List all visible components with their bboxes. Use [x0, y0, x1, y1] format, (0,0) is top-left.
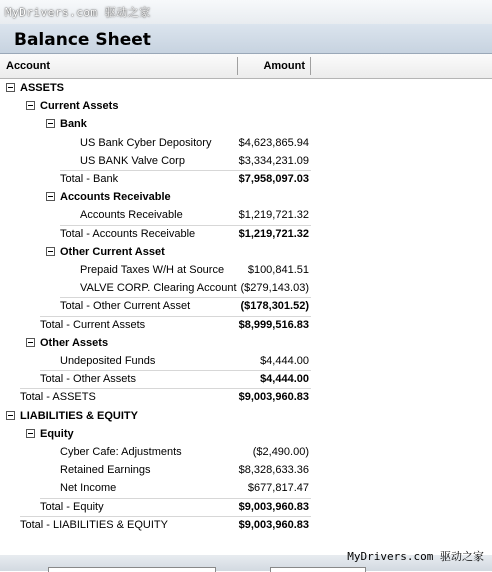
account-row: [0, 352, 492, 370]
section-header-row[interactable]: [0, 115, 492, 133]
total-row: [0, 516, 492, 534]
row-label: Total - Equity: [40, 500, 104, 513]
row-label: Retained Earnings: [60, 464, 151, 477]
bottom-control-right[interactable]: [270, 567, 366, 572]
title-bar: [0, 24, 492, 54]
top-bar: [0, 0, 492, 24]
row-label: Cyber Cafe: Adjustments: [60, 446, 182, 458]
row-label: Other Current Asset: [60, 245, 165, 258]
total-row: [0, 316, 492, 334]
collapse-toggle-icon[interactable]: [26, 338, 35, 347]
balance-sheet-report: [0, 79, 492, 549]
row-label: Total - LIABILITIES & EQUITY: [20, 518, 168, 531]
row-amount: $4,444.00: [260, 355, 309, 367]
row-label: Undeposited Funds: [60, 355, 156, 367]
total-divider: [60, 170, 311, 171]
row-label: Net Income: [60, 482, 117, 495]
row-amount: $8,999,516.83: [238, 318, 309, 331]
row-amount: $1,219,721.32: [238, 209, 309, 222]
row-amount: $9,003,960.83: [238, 391, 309, 404]
row-label: Total - Current Assets: [40, 318, 146, 331]
section-header-row[interactable]: [0, 407, 492, 425]
column-separator[interactable]: [310, 57, 311, 75]
column-separator[interactable]: [237, 57, 238, 75]
total-row: [0, 297, 492, 315]
collapse-toggle-icon[interactable]: [6, 411, 15, 420]
account-row: [0, 279, 492, 297]
row-label: Other Assets: [40, 336, 109, 349]
row-label: Total - Bank: [60, 173, 119, 185]
row-amount: $9,003,960.83: [238, 518, 309, 531]
total-divider: [20, 388, 311, 389]
collapse-toggle-icon[interactable]: [26, 101, 35, 110]
account-row: [0, 461, 492, 479]
column-header-amount[interactable]: Amount: [263, 60, 305, 72]
row-amount: $9,003,960.83: [238, 500, 309, 513]
row-label: Total - ASSETS: [20, 391, 96, 404]
column-header-account[interactable]: Account: [6, 60, 50, 72]
section-header-row[interactable]: [0, 188, 492, 206]
section-header-row[interactable]: [0, 243, 492, 261]
column-header: [0, 54, 492, 79]
collapse-toggle-icon[interactable]: [6, 83, 15, 92]
total-divider: [40, 498, 311, 499]
row-label: Accounts Receivable: [60, 191, 171, 204]
total-row: [0, 225, 492, 243]
row-amount: ($2,490.00): [252, 446, 309, 458]
row-amount: $100,841.51: [247, 264, 309, 276]
row-label: Total - Other Assets: [40, 373, 136, 386]
row-label: VALVE CORP. Clearing Account: [80, 282, 237, 295]
total-row: [0, 498, 492, 516]
row-label: Total - Accounts Receivable: [60, 227, 196, 240]
total-row: [0, 388, 492, 406]
row-label: LIABILITIES & EQUITY: [20, 409, 138, 422]
account-row: [0, 261, 492, 279]
watermark-bottom: MyDrivers.com 驱动之家: [347, 550, 484, 563]
watermark-top: MyDrivers.com 驱动之家: [5, 6, 151, 19]
row-amount: ($279,143.03): [240, 282, 309, 295]
account-row: [0, 479, 492, 497]
collapse-toggle-icon[interactable]: [46, 247, 55, 256]
row-amount: $8,328,633.36: [238, 464, 309, 477]
account-row: [0, 443, 492, 461]
collapse-toggle-icon[interactable]: [46, 119, 55, 128]
account-row: [0, 152, 492, 170]
collapse-toggle-icon[interactable]: [26, 429, 35, 438]
row-label: Accounts Receivable: [80, 209, 183, 222]
total-divider: [40, 370, 311, 371]
total-row: [0, 170, 492, 188]
account-row: [0, 206, 492, 224]
account-row: [0, 134, 492, 152]
row-amount: ($178,301.52): [240, 300, 309, 313]
collapse-toggle-icon[interactable]: [46, 192, 55, 201]
row-label: Bank: [60, 118, 87, 131]
total-divider: [60, 225, 311, 226]
total-divider: [40, 316, 311, 317]
row-label: Prepaid Taxes W/H at Source: [80, 264, 225, 276]
total-row: [0, 370, 492, 388]
bottom-control-left[interactable]: [48, 567, 216, 572]
row-label: ASSETS: [20, 82, 65, 94]
section-header-row[interactable]: [0, 334, 492, 352]
row-amount: $677,817.47: [247, 482, 309, 495]
row-amount: $3,334,231.09: [238, 154, 309, 167]
row-label: Total - Other Current Asset: [60, 300, 191, 313]
row-amount: $4,444.00: [260, 373, 309, 386]
total-divider: [20, 516, 311, 517]
row-amount: $7,958,097.03: [238, 173, 309, 185]
row-amount: $4,623,865.94: [238, 136, 309, 149]
row-label: Equity: [40, 427, 74, 440]
page-title: Balance Sheet: [14, 30, 151, 50]
row-label: Current Assets: [40, 100, 119, 113]
total-divider: [60, 297, 311, 298]
section-header-row[interactable]: [0, 97, 492, 115]
row-label: US Bank Cyber Depository: [80, 136, 212, 149]
row-label: US BANK Valve Corp: [80, 154, 185, 167]
row-amount: $1,219,721.32: [238, 227, 309, 240]
section-header-row[interactable]: [0, 425, 492, 443]
section-header-row[interactable]: [0, 79, 492, 97]
